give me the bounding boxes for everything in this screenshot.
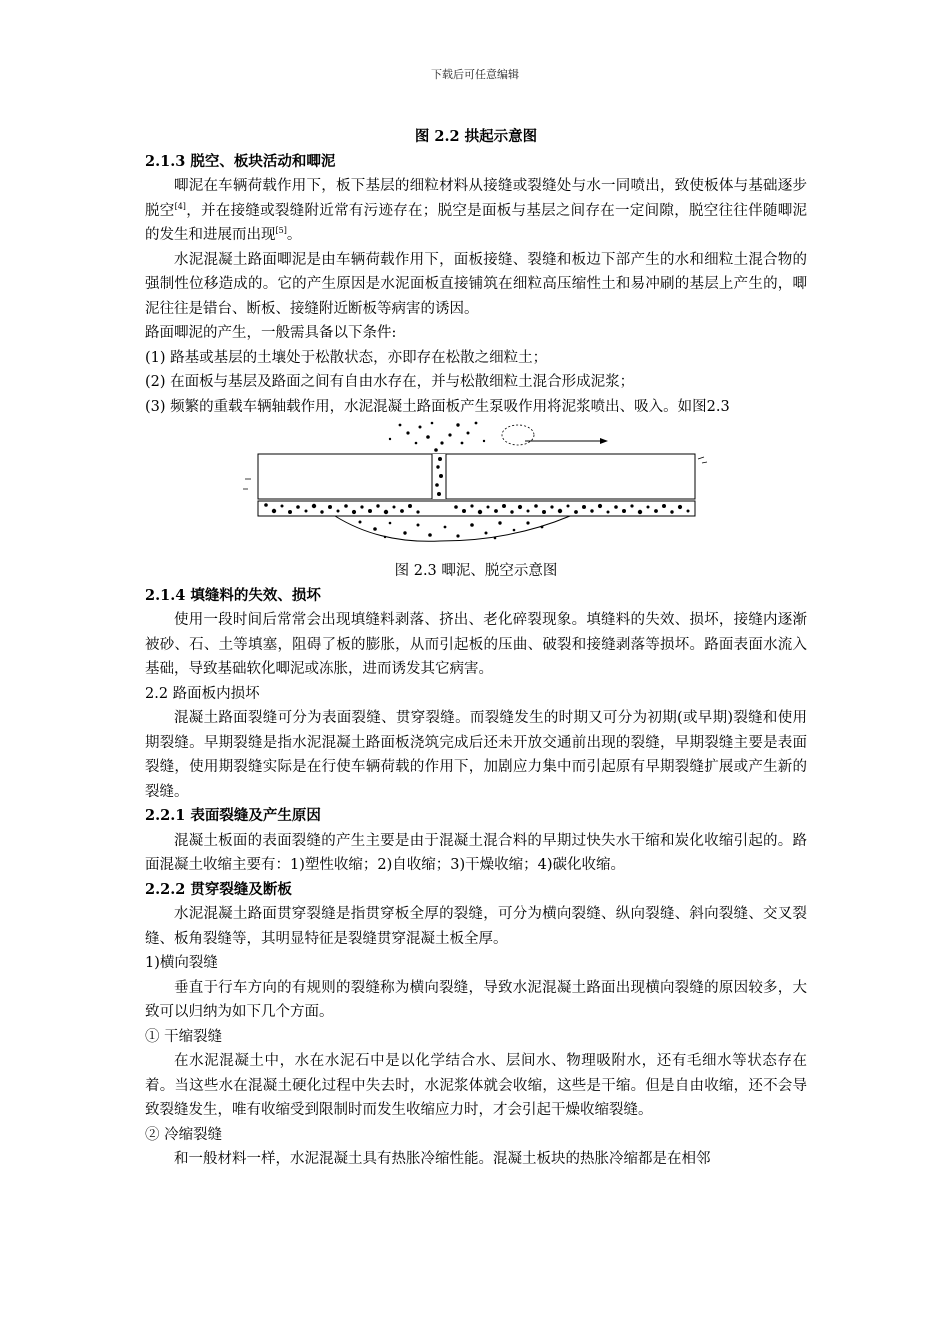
figure-2-3-caption: 图 2.3 唧泥、脱空示意图 bbox=[394, 563, 558, 579]
page-header: 下载后可任意编辑 bbox=[431, 68, 519, 81]
subheading-transverse-cracks: 1)横向裂缝 bbox=[145, 955, 218, 971]
section-2-1-3-paragraph-3: 路面唧泥的产生，一般需具备以下条件: bbox=[145, 325, 397, 341]
subheading-shrinkage-cracks: ① 干缩裂缝 bbox=[145, 1028, 223, 1045]
section-2-1-3-title: 2.1.3 脱空、板块活动和唧泥 bbox=[145, 152, 336, 170]
section-2-2-2-paragraph-2: 垂直于行车方向的有规则的裂缝称为横向裂缝，导致水泥混凝土路面出现横向裂缝的原因较多，大致可以归纳为如下几个方面。 bbox=[145, 979, 807, 1020]
edge-splash-left bbox=[243, 479, 251, 489]
section-2-2-1-paragraph: 混凝土板面的表面裂缝的产生主要是由于混凝土混合料的早期过快失水干缩和炭化收缩引起的。路面混凝土收缩主要有：1)塑性收缩；2)自收缩；3)干燥收缩；4)碳化收缩。 bbox=[145, 832, 807, 873]
section-2-1-3-paragraph-2: 水泥混凝土路面唧泥是由车辆荷载作用下，面板接缝、裂缝和板边下部产生的水和细粒土混合物的强制性位移造成的。它的产生原因是水泥面板直接铺筑在细粒高压缩性土和易冲刷的基层上产生的，唧泥往往是错台、断板、接缝附近断板等病害的诱因。 bbox=[145, 251, 807, 317]
section-2-2-2-paragraph-1: 水泥混凝土路面贯穿裂缝是指贯穿板全厚的裂缝，可分为横向裂缝、纵向裂缝、斜向裂缝、交叉裂缝、板角裂缝等，其明显特征是裂缝贯穿混凝土板全厚。 bbox=[145, 906, 807, 947]
condition-3: (3) 频繁的重载车辆轴载作用，水泥混凝土路面板产生泵吸作用将泥浆喷出、吸入。如图2.3 bbox=[145, 398, 730, 415]
pumping-diagram-svg bbox=[240, 419, 710, 559]
section-2-1-4-paragraph: 使用一段时间后常常会出现填缝料剥落、挤出、老化碎裂现象。填缝料的失效、损坏，接缝内逐渐被砂、石、土等填塞，阻碍了板的膨胀，从而引起板的压曲、破裂和接缝剥落等损坏。路面表面水流入基础，导致基础软化唧泥或冻胀，进而诱发其它病害。 bbox=[145, 612, 807, 677]
figure-2-3-diagram bbox=[145, 419, 807, 559]
section-2-1-3-paragraph-1: 唧泥在车辆荷载作用下，板下基层的细粒材料从接缝或裂缝处与水一同喷出，致使板体与基础逐步脱空[4]，并在接缝或裂缝附近常有污迹存在；脱空是面板与基层之间存在一定间隙，脱空往往伴随唧泥的发生和进展而出现[5]。 bbox=[145, 178, 807, 243]
section-2-2-title: 2.2 路面板内损坏 bbox=[145, 685, 260, 702]
section-2-2-1-title: 2.2.1 表面裂缝及产生原因 bbox=[145, 807, 321, 824]
section-2-2-2-title: 2.2.2 贯穿裂缝及断板 bbox=[145, 880, 292, 898]
figure-2-2-caption: 图 2.2 拱起示意图 bbox=[414, 128, 538, 145]
edge-splash-right bbox=[698, 457, 707, 463]
section-2-2-2-paragraph-3: 在水泥混凝土中，水在水泥石中是以化学结合水、层间水、物理吸附水，还有毛细水等状态存在着。当这些水在混凝土硬化过程中失去时，水泥浆体就会收缩，这些是干缩。但是自由收缩，还不会导致裂缝发生，唯有收缩受到限制时而发生收缩应力时，才会引起干燥收缩裂缝。 bbox=[145, 1053, 807, 1118]
section-2-2-paragraph: 混凝土路面裂缝可分为表面裂缝、贯穿裂缝。而裂缝发生的时期又可分为初期(或早期)裂缝和使用期裂缝。早期裂缝是指水泥混凝土路面板浇筑完成后还未开放交通前出现的裂缝，早期裂缝主要是表面裂缝，使用期裂缝实际是在行使车辆荷载的作用下，加剧应力集中而引起原有早期裂缝扩展或产生新的裂缝。 bbox=[145, 710, 807, 800]
citation-5: [5] bbox=[275, 226, 287, 236]
citation-4: [4] bbox=[174, 201, 186, 211]
section-2-1-4-title: 2.1.4 填缝料的失效、损坏 bbox=[145, 586, 321, 604]
section-2-2-2-paragraph-4: 和一般材料一样，水泥混凝土具有热胀冷缩性能。混凝土板块的热胀冷缩都是在相邻 bbox=[174, 1151, 711, 1167]
condition-2: (2) 在面板与基层及路面之间有自由水存在，并与松散细粒土混合形成泥浆； bbox=[145, 374, 635, 390]
condition-1: (1) 路基或基层的土壤处于松散状态，亦即存在松散之细粒土； bbox=[145, 349, 548, 366]
base-layer bbox=[258, 501, 695, 516]
void-pocket bbox=[335, 516, 570, 541]
wheel-load bbox=[502, 425, 534, 445]
subheading-cold-shrinkage-cracks: ② 冷缩裂缝 bbox=[145, 1126, 223, 1143]
document-body bbox=[145, 125, 807, 1172]
concrete-slab bbox=[258, 454, 695, 499]
